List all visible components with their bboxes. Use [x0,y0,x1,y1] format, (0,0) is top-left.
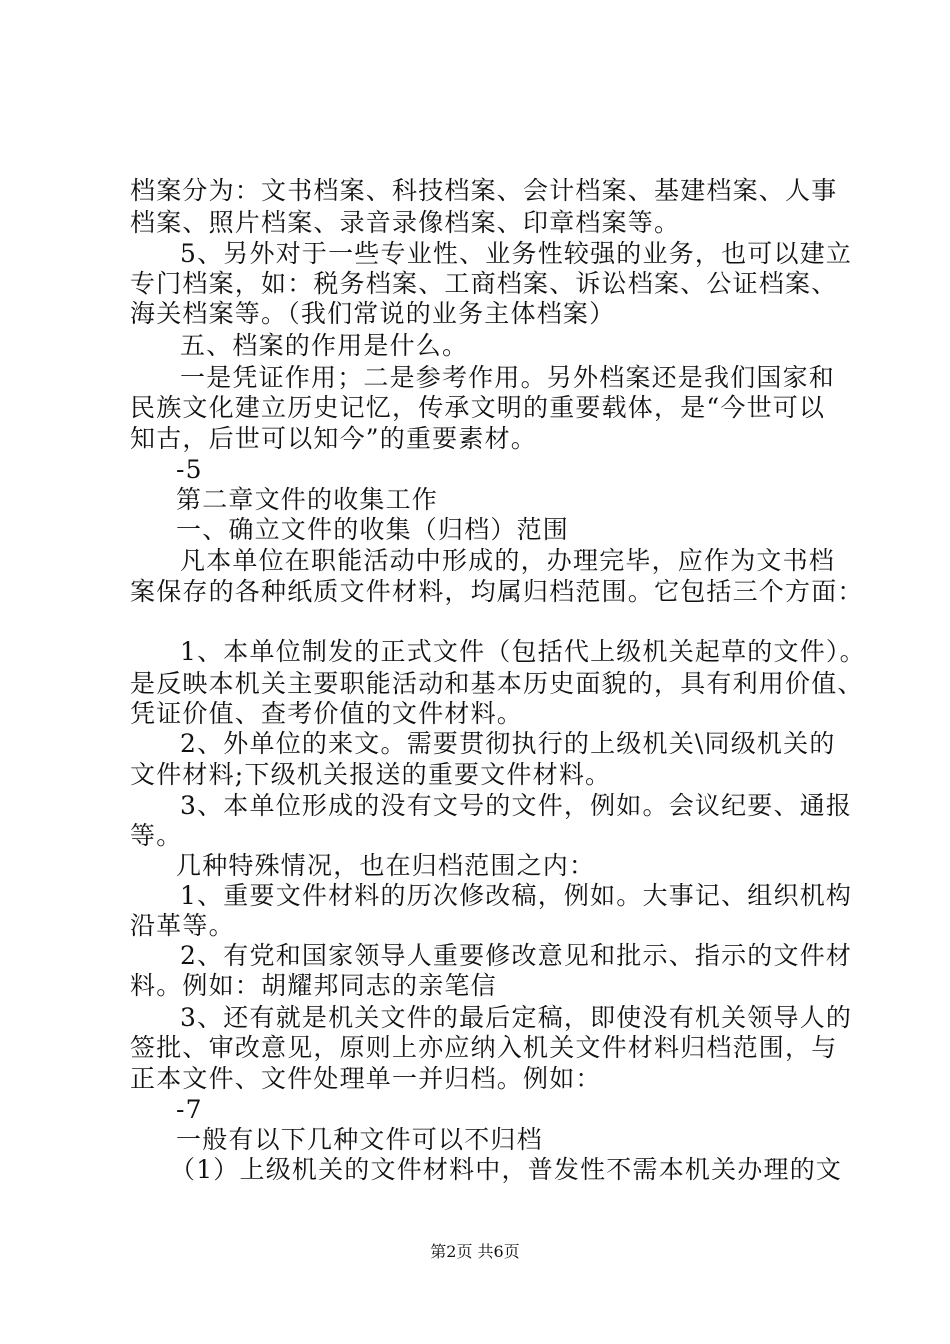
text-line: 凭证价值、查考价值的文件材料。 [130,699,524,728]
chapter-heading: 第二章文件的收集工作 [176,485,439,514]
text-line: 1、重要文件材料的历次修改稿，例如。大事记、组织机构 [180,881,853,910]
text-line: 档案分为：文书档案、科技档案、会计档案、基建档案、人事 [130,176,838,205]
text-line: 2、外单位的来文。需要贯彻执行的上级机关\同级机关的 [180,729,836,758]
text-line: 一般有以下几种文件可以不归档 [176,1125,543,1154]
text-line: 是反映本机关主要职能活动和基本历史面貌的，具有利用价值、 [130,669,864,698]
text-line: 文件材料;下级机关报送的重要文件材料。 [130,760,612,789]
text-line: 料。例如：胡耀邦同志的亲笔信 [130,971,497,1000]
text-line: 五、档案的作用是什么。 [180,331,469,360]
text-line: 一是凭证作用；二是参考作用。另外档案还是我们国家和 [180,363,836,392]
page-marker: -5 [176,455,203,484]
text-line: 签批、审改意见，原则上亦应纳入机关文件材料归档范围，与 [130,1033,838,1062]
text-line: 5、另外对于一些专业性、业务性较强的业务，也可以建立 [180,239,853,268]
text-line: 2、有党和国家领导人重要修改意见和批示、指示的文件材 [180,941,853,970]
text-line: 民族文化建立历史记忆，传承文明的重要载体，是“今世可以 [130,393,826,422]
text-line: 知古，后世可以知今”的重要素材。 [130,424,537,453]
section-heading: 一、确立文件的收集（归档）范围 [176,515,570,544]
text-line: 专门档案，如：税务档案、工商档案、诉讼档案、公证档案、 [130,269,838,298]
text-line: 凡本单位在职能活动中形成的，办理完毕，应作为文书档 [180,546,836,575]
text-line: （1）上级机关的文件材料中，普发性不需本机关办理的文 [170,1155,843,1184]
page-marker: -7 [176,1095,203,1124]
page-footer: 第2页 共6页 [430,1242,520,1261]
text-line: 1、本单位制发的正式文件（包括代上级机关起草的文件）。 [180,637,866,666]
text-line: 档案、照片档案、录音录像档案、印章档案等。 [130,208,681,237]
text-line: 等。 [130,821,183,850]
text-line: 几种特殊情况，也在归档范围之内： [176,851,596,880]
text-line: 案保存的各种纸质文件材料，均属归档范围。它包括三个方面： [130,577,864,606]
text-line: 正本文件、文件处理单一并归档。例如： [130,1064,602,1093]
text-line: 沿革等。 [130,911,235,940]
text-line: 3、还有就是机关文件的最后定稿，即使没有机关领导人的 [180,1003,853,1032]
text-line: 海关档案等。（我们常说的业务主体档案） [130,299,616,328]
text-line: 3、本单位形成的没有文号的文件，例如。会议纪要、通报 [180,791,853,820]
